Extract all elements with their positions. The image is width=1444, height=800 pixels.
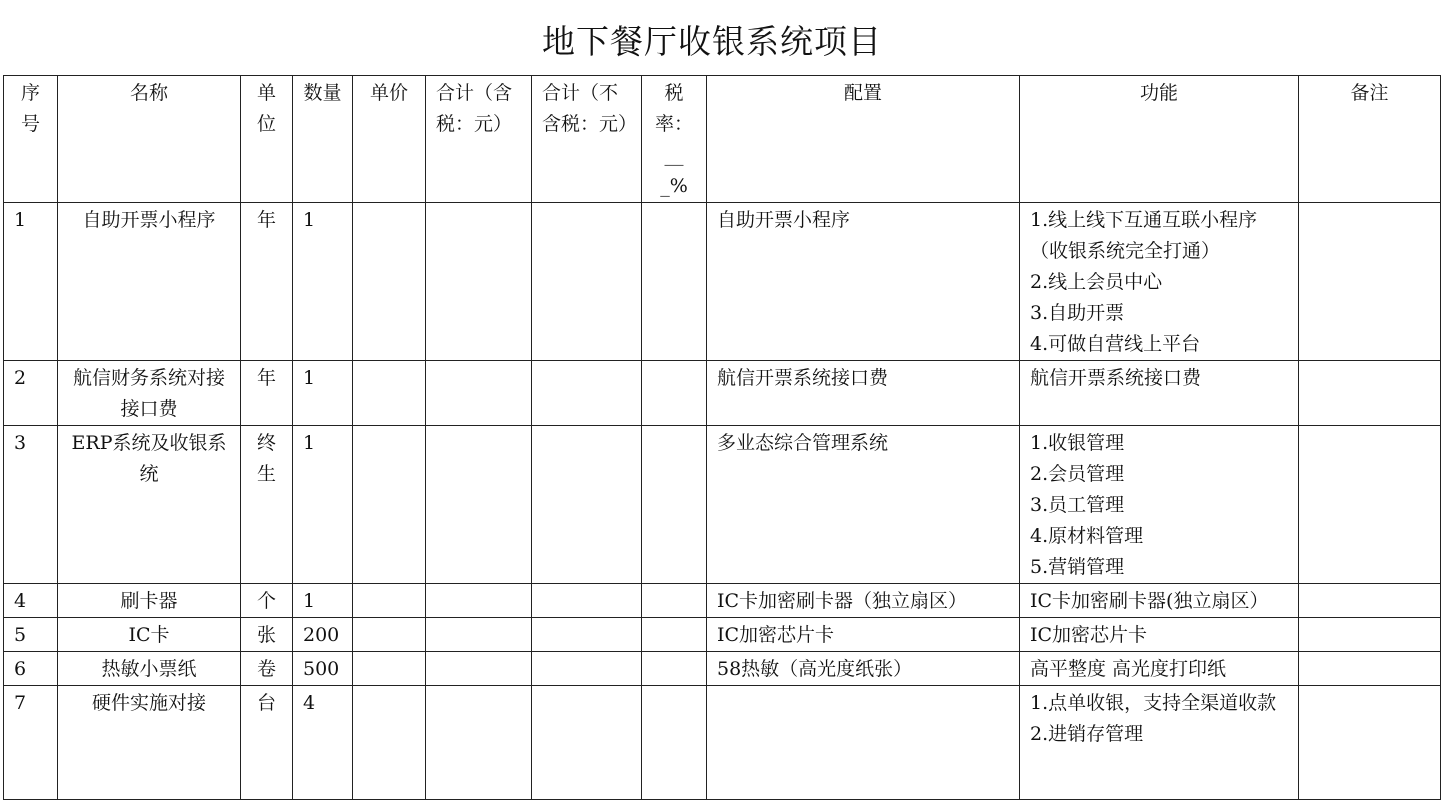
cell-price (353, 584, 426, 618)
cell-price (353, 618, 426, 652)
function-line: IC卡加密刷卡器(独立扇区） (1030, 590, 1269, 612)
header-config: 配置 (707, 76, 1020, 203)
cell-total-notax (532, 361, 642, 426)
function-line: 1.线上线下互通互联小程序（收银系统完全打通） (1030, 209, 1258, 262)
cell-config: IC加密芯片卡 (707, 618, 1020, 652)
cell-tax-rate (642, 584, 707, 618)
function-line: 2.线上会员中心 (1030, 271, 1163, 293)
cell-tax-rate (642, 203, 707, 361)
cell-unit: 年 (241, 203, 293, 361)
function-line: 高平整度 高光度打印纸 (1030, 658, 1227, 680)
cell-price (353, 203, 426, 361)
cell-unit: 卷 (241, 652, 293, 686)
cell-function (1020, 652, 1299, 686)
cell-qty: 1 (293, 584, 353, 618)
cell-unit: 年 (241, 361, 293, 426)
function-line: 1.收银管理 (1030, 432, 1125, 454)
header-total-notax: 合计（不含税：元） (532, 76, 642, 203)
cell-seq: 1 (4, 203, 58, 361)
cell-seq: 5 (4, 618, 58, 652)
cell-config: 多业态综合管理系统 (707, 426, 1020, 584)
table-body (4, 203, 1441, 800)
cell-remark (1299, 618, 1441, 652)
cell-unit: 台 (241, 686, 293, 800)
function-line: 2.进销存管理 (1030, 723, 1144, 745)
function-line: 3.员工管理 (1030, 494, 1125, 516)
cell-price (353, 426, 426, 584)
cell-seq: 2 (4, 361, 58, 426)
header-unit: 单位 (241, 76, 293, 203)
cell-name: IC卡 (58, 618, 241, 652)
cell-total-notax (532, 426, 642, 584)
cell-function (1020, 618, 1299, 652)
cell-total-notax (532, 618, 642, 652)
cell-qty: 200 (293, 618, 353, 652)
cell-name: 航信财务系统对接接口费 (58, 361, 241, 426)
function-line: 4.原材料管理 (1030, 525, 1144, 547)
table-row (4, 686, 1441, 800)
cell-total-notax (532, 652, 642, 686)
cell-qty: 1 (293, 361, 353, 426)
cell-total-tax (426, 686, 532, 800)
cell-unit: 个 (241, 584, 293, 618)
function-line: 2.会员管理 (1030, 463, 1125, 485)
cell-total-tax (426, 203, 532, 361)
cell-qty: 4 (293, 686, 353, 800)
cell-remark (1299, 652, 1441, 686)
cell-config: IC卡加密刷卡器（独立扇区） (707, 584, 1020, 618)
cell-config (707, 686, 1020, 800)
document-title: 地下餐厅收银系统项目 (542, 22, 882, 61)
table-row (4, 203, 1441, 361)
cell-function (1020, 584, 1299, 618)
cell-total-notax (532, 686, 642, 800)
cell-name: 热敏小票纸 (58, 652, 241, 686)
cell-remark (1299, 426, 1441, 584)
cell-function (1020, 426, 1299, 584)
table-row (4, 426, 1441, 584)
cell-unit: 张 (241, 618, 293, 652)
cell-total-tax (426, 652, 532, 686)
cell-qty: 500 (293, 652, 353, 686)
cell-seq: 3 (4, 426, 58, 584)
header-seq: 序号 (4, 76, 58, 203)
cell-function (1020, 361, 1299, 426)
function-line: 1.点单收银，支持全渠道收款 (1030, 692, 1277, 714)
header-row (4, 76, 1441, 203)
cell-unit: 终生 (241, 426, 293, 584)
cell-function (1020, 686, 1299, 800)
cell-config: 自助开票小程序 (707, 203, 1020, 361)
cell-tax-rate (642, 426, 707, 584)
header-qty: 数量 (293, 76, 353, 203)
table-row (4, 584, 1441, 618)
cell-function (1020, 203, 1299, 361)
cell-qty: 1 (293, 426, 353, 584)
cell-name: 自助开票小程序 (58, 203, 241, 361)
cell-total-notax (532, 203, 642, 361)
cell-total-tax (426, 361, 532, 426)
header-total-tax: 合计（含税：元） (426, 76, 532, 203)
cell-remark (1299, 361, 1441, 426)
cell-total-tax (426, 618, 532, 652)
cell-remark (1299, 584, 1441, 618)
function-line: 3.自助开票 (1030, 302, 1125, 324)
cell-name: 硬件实施对接 (58, 686, 241, 800)
table-row (4, 361, 1441, 426)
function-line: 4.可做自营线上平台 (1030, 333, 1201, 355)
cell-tax-rate (642, 618, 707, 652)
header-tax-rate: 税率：___% (642, 76, 707, 203)
cell-config: 航信开票系统接口费 (707, 361, 1020, 426)
cell-name: 刷卡器 (58, 584, 241, 618)
table-row (4, 652, 1441, 686)
header-price: 单价 (353, 76, 426, 203)
quote-table (3, 75, 1441, 800)
cell-remark (1299, 686, 1441, 800)
cell-config: 58热敏（高光度纸张） (707, 652, 1020, 686)
function-line: 航信开票系统接口费 (1030, 367, 1202, 389)
cell-tax-rate (642, 686, 707, 800)
cell-price (353, 361, 426, 426)
cell-seq: 7 (4, 686, 58, 800)
cell-price (353, 686, 426, 800)
cell-tax-rate (642, 361, 707, 426)
cell-total-notax (532, 584, 642, 618)
table-row (4, 618, 1441, 652)
cell-qty: 1 (293, 203, 353, 361)
cell-total-tax (426, 426, 532, 584)
header-remark: 备注 (1299, 76, 1441, 203)
cell-price (353, 652, 426, 686)
cell-remark (1299, 203, 1441, 361)
cell-tax-rate (642, 652, 707, 686)
cell-seq: 6 (4, 652, 58, 686)
cell-total-tax (426, 584, 532, 618)
header-name: 名称 (58, 76, 241, 203)
cell-seq: 4 (4, 584, 58, 618)
function-line: IC加密芯片卡 (1030, 624, 1148, 646)
function-line: 5.营销管理 (1030, 556, 1125, 578)
header-function: 功能 (1020, 76, 1299, 203)
cell-name: ERP系统及收银系统 (58, 426, 241, 584)
